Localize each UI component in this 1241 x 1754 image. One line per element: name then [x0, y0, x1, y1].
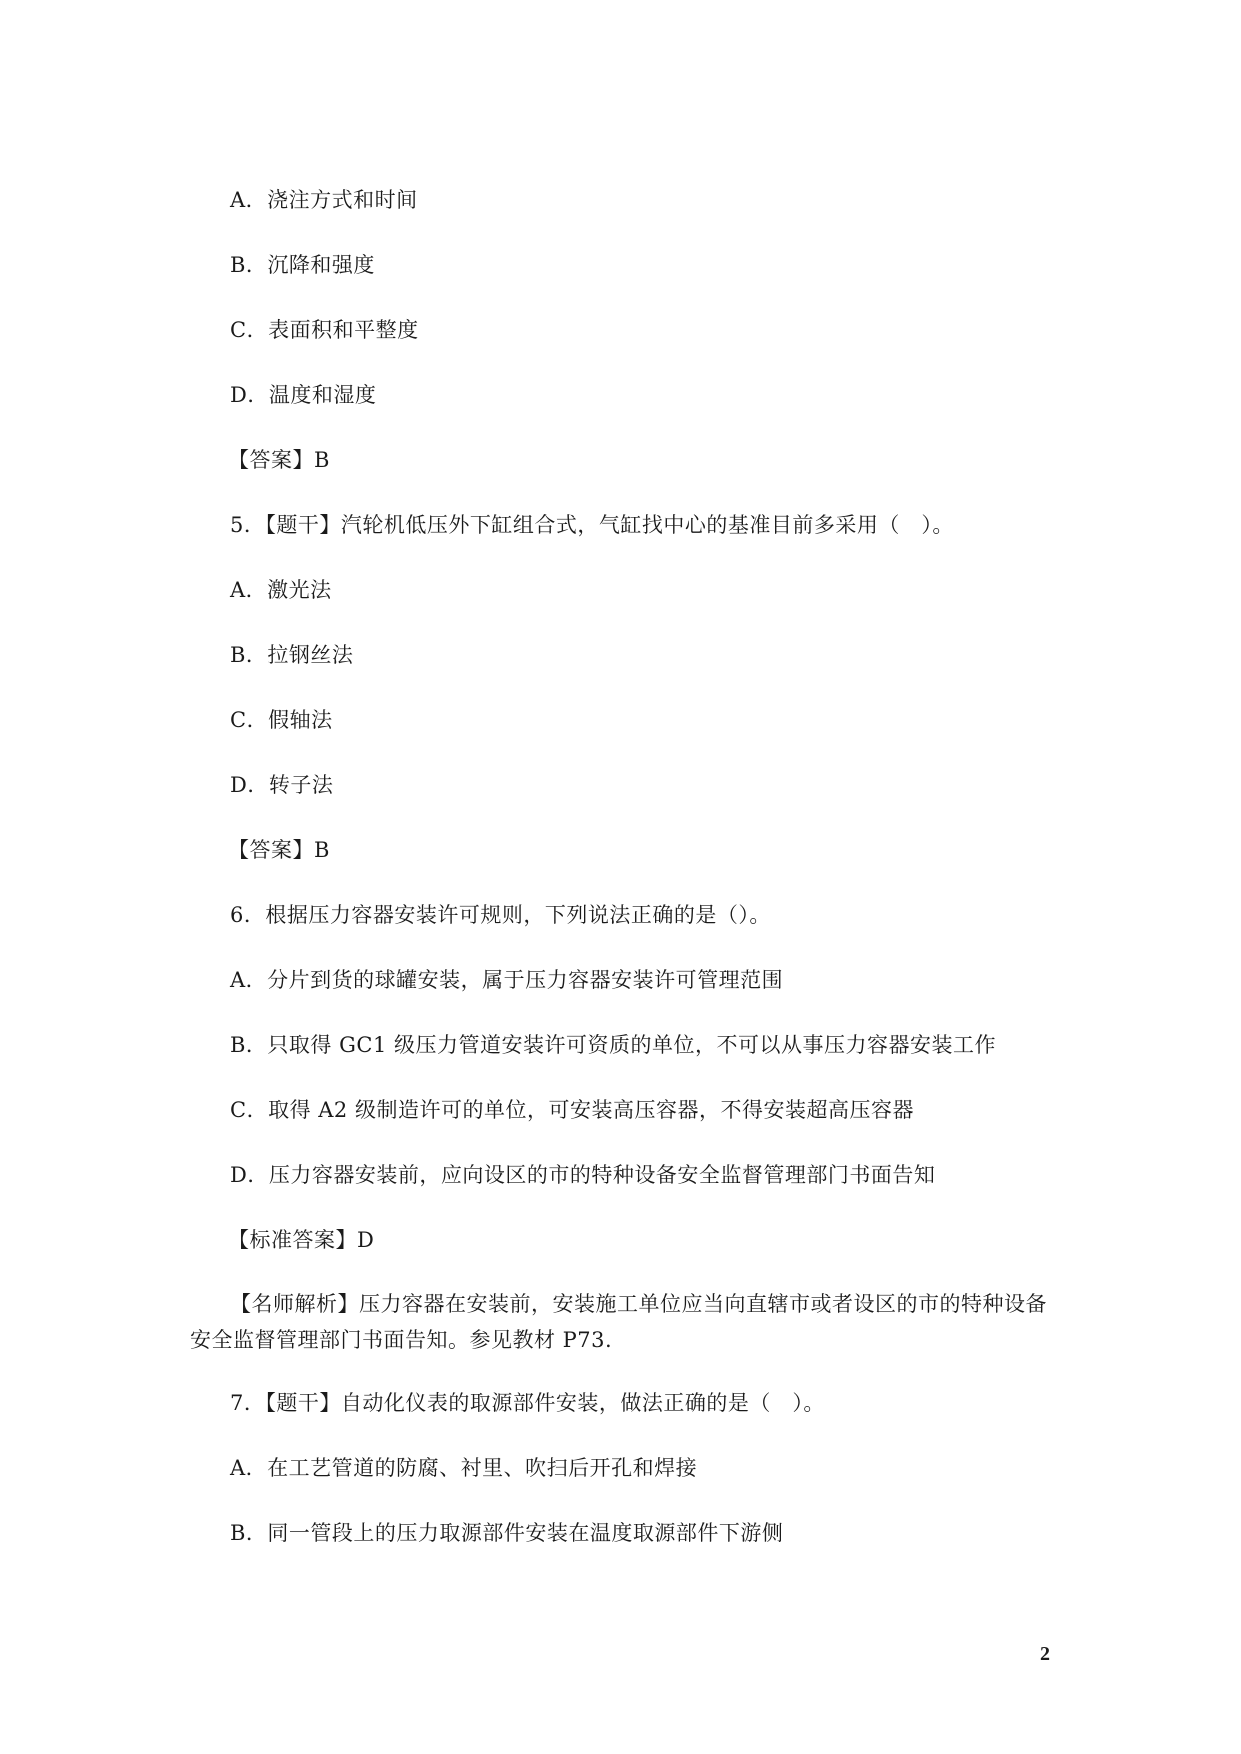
q7-stem: 7．【题干】自动化仪表的取源部件安装，做法正确的是（ ）。: [230, 1391, 825, 1415]
q4-answer: 【答案】B: [228, 448, 330, 472]
q5-stem: 5．【题干】汽轮机低压外下缸组合式，气缸找中心的基准目前多采用（ ）。: [230, 513, 954, 537]
q4-option-a: A．浇注方式和时间: [230, 188, 418, 212]
q5-option-d: D．转子法: [230, 773, 334, 797]
q5-answer: 【答案】B: [228, 838, 330, 862]
q5-option-c: C．假轴法: [230, 708, 333, 732]
q7-option-a: A．在工艺管道的防腐、衬里、吹扫后开孔和焊接: [230, 1456, 698, 1480]
q5-option-a: A．激光法: [230, 578, 332, 602]
q6-analysis: [190, 1290, 1060, 1354]
q6-option-d: D．压力容器安装前，应向设区的市的特种设备安全监督管理部门书面告知: [230, 1163, 936, 1187]
q5-option-b: B．拉钢丝法: [230, 643, 354, 667]
q4-option-d: D．温度和湿度: [230, 383, 377, 407]
q6-option-c: C．取得 A2 级制造许可的单位，可安装高压容器，不得安装超高压容器: [230, 1098, 914, 1122]
q6-answer: 【标准答案】D: [228, 1228, 375, 1252]
q7-option-b: B．同一管段上的压力取源部件安装在温度取源部件下游侧: [230, 1521, 784, 1545]
q6-option-b: B．只取得 GC1 级压力管道安装许可资质的单位，不可以从事压力容器安装工作: [230, 1033, 996, 1057]
q6-stem: 6．根据压力容器安装许可规则，下列说法正确的是（）。: [230, 903, 771, 927]
q6-option-a: A．分片到货的球罐安装，属于压力容器安装许可管理范围: [230, 968, 784, 992]
page-number: 2: [1040, 1643, 1050, 1665]
q4-option-b: B．沉降和强度: [230, 253, 375, 277]
q6-analysis-line2: 安全监督管理部门书面告知。参见教材 P73.: [190, 1328, 613, 1352]
q6-analysis-line1: 【名师解析】压力容器在安装前，安装施工单位应当向直辖市或者设区的市的特种设备: [230, 1292, 1047, 1316]
q4-option-c: C．表面积和平整度: [230, 318, 419, 342]
